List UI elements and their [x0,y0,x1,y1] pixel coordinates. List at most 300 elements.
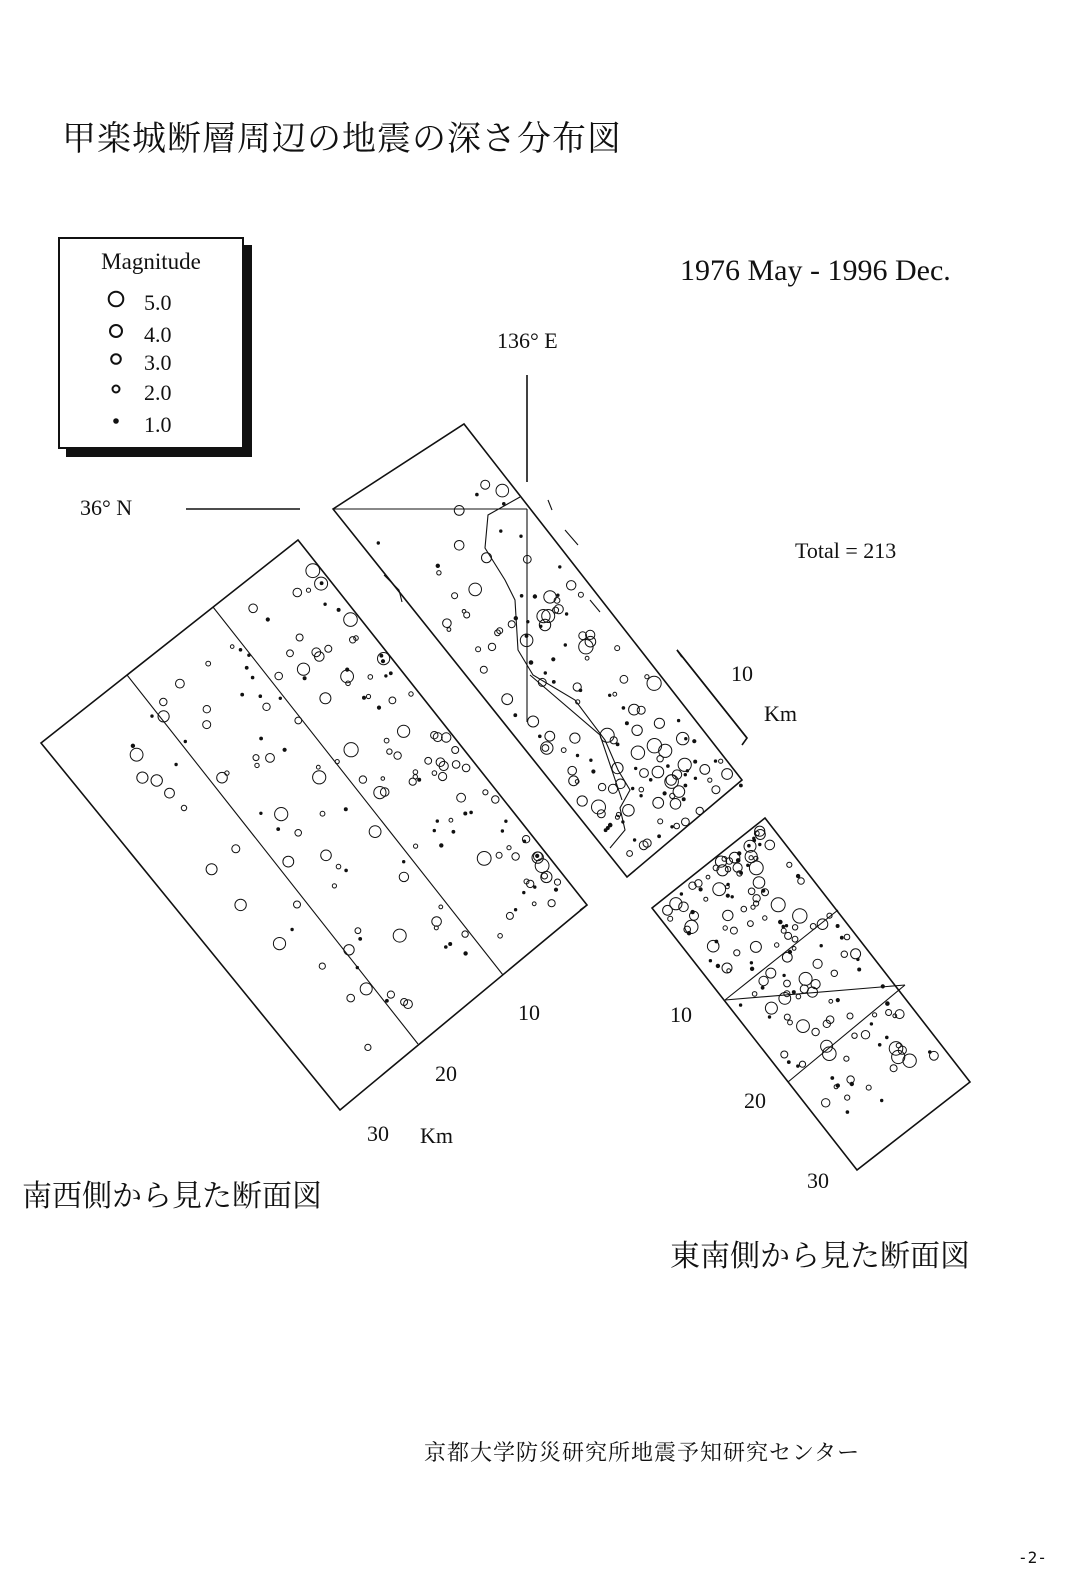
hypocenter-dot [306,588,310,592]
hypocenter-dot [389,697,396,704]
hypocenter-dot [765,1002,777,1014]
southeast-section-panel [652,818,970,1170]
hypocenter-dot [296,634,303,641]
hypocenter-dot [508,621,515,628]
hypocenter-dot [481,480,490,489]
southeast-depth-label-20: 20 [744,1088,766,1113]
hypocenter-dot [870,1023,872,1025]
hypocenter-dot [403,861,405,863]
hypocenter-dot [496,484,509,497]
dot-icon [102,409,132,437]
hypocenter-dot [792,991,795,994]
hypocenter-dot [470,811,473,814]
hypocenter-dot [151,715,153,717]
hypocenter-dot [529,661,533,665]
hypocenter-dot [623,805,635,817]
hypocenter-dot [206,864,217,875]
hypocenter-dot [413,770,418,775]
hypocenter-dot [749,856,753,860]
hypocenter-dot [203,706,210,713]
hypocenter-dot [344,743,358,757]
hypocenter-dot [235,899,246,910]
hypocenter-dot [464,612,470,618]
southwest-section-caption: 南西側から見た断面図 [22,1179,322,1214]
hypocenter-dot [457,793,466,802]
hypocenter-dot [462,931,468,937]
hypocenter-dot [380,654,383,657]
hypocenter-dot [892,1050,905,1063]
hypocenter-dot [600,728,614,742]
hypocenter-dot [761,986,764,989]
hypocenter-dot [514,909,516,911]
hypocenter-dot [565,613,567,615]
hypocenter-dot [881,985,884,988]
hypocenter-dot [613,692,617,696]
hypocenter-dot [798,878,805,885]
hypocenter-dot [785,932,792,939]
hypocenter-dot [266,618,269,621]
hypocenter-dot [452,830,455,833]
hypocenter-dot [632,725,642,735]
hypocenter-dot [442,733,451,742]
hypocenter-dot [752,992,757,997]
hypocenter-dot [796,874,799,877]
hypocenter-dot [691,910,694,913]
hypocenter-dot [771,898,785,912]
hypocenter-dot [480,666,487,673]
hypocenter-dot [293,588,302,597]
hypocenter-dot [734,950,740,956]
hypocenter-dot [239,649,242,652]
hypocenter-dot [533,595,536,598]
hypocenter-dot [454,541,464,551]
hypocenter-dot [525,635,528,638]
hypocenter-dot [592,770,595,773]
hypocenter-dot [844,1056,849,1061]
hypocenter-dot [449,818,453,822]
hypocenter-dot [829,999,833,1003]
hypocenter-dot [748,921,754,927]
hypocenter-dot [647,676,661,690]
hypocenter-dot [452,747,459,754]
hypocenter-dot [787,862,792,867]
hypocenter-dot [452,593,458,599]
hypocenter-dot [279,697,281,699]
hypocenter-dot [799,972,812,985]
hypocenter-dot [753,877,765,889]
hypocenter-dot [708,778,712,782]
southeast-section-outline [652,818,970,1170]
hypocenter-dot [374,787,386,799]
hypocenter-dot [841,951,847,957]
hypocenter-dot [454,506,464,516]
hypocenter-dot [685,738,687,740]
hypocenter-dot [781,1051,788,1058]
hypocenter-dot [615,646,620,651]
hypocenter-dot [557,594,559,596]
hypocenter-dot [545,731,555,741]
hypocenter-dot [751,905,755,909]
hypocenter-dot [823,1047,837,1061]
hypocenter-dot [569,776,579,786]
hypocenter-dot [356,966,358,968]
circle-icon [102,347,132,375]
hypocenter-dot [658,819,663,824]
hypocenter-dot [283,856,294,867]
hypocenter-dot [568,766,577,775]
hypocenter-dot [175,763,177,765]
longitude-label: 136° E [497,328,558,353]
hypocenter-dot [316,765,320,769]
hypocenter-dot [873,1013,877,1017]
hypocenter-dot [347,994,355,1002]
hypocenter-dot [151,775,162,786]
hypocenter-dot [896,1043,901,1048]
hypocenter-dot [433,829,435,831]
hypocenter-dot [384,738,389,743]
hypocenter-dot [436,564,439,567]
southeast-section-caption: 東南側から見た断面図 [670,1239,970,1274]
hypocenter-dot [335,760,339,764]
hypocenter-dot [273,938,285,950]
hypocenter-dot [332,884,336,888]
hypocenter-dot [779,993,791,1005]
hypocenter-dot [836,925,839,928]
hypocenter-dot [345,869,348,872]
hypocenter-dot [387,991,394,998]
hypocenter-dot [578,592,583,597]
hypocenter-dot [360,983,372,995]
hypocenter-dot [492,796,499,803]
hypocenter-dot [784,980,791,987]
legend-item-label: 4.0 [144,322,172,347]
hypocenter-dot [445,946,448,949]
hypocenter-dot [631,746,644,759]
hypocenter-dot [792,925,797,930]
hypocenter-dot [723,910,733,920]
hypocenter-dot [800,985,808,993]
hypocenter-dot [598,783,605,790]
southwest-depth-line-20 [213,607,503,975]
hypocenter-dot [253,755,259,761]
hypocenter-dot [452,761,460,769]
hypocenter-dot [781,928,786,933]
hypocenter-dot [439,772,447,780]
hypocenter-dot [788,1020,793,1025]
hypocenter-dot [277,828,280,831]
hypocenter-dot [687,932,690,935]
hypocenter-dot [275,672,283,680]
hypocenter-dot [436,820,438,822]
hypocenter-dot [399,872,408,881]
hypocenter-dot [759,976,768,985]
hypocenter-dot [404,1000,413,1009]
legend-item [102,287,232,315]
hypocenter-dot [137,772,148,783]
hypocenter-dot [432,917,442,927]
hypocenter-dot [570,733,580,743]
hypocenter-dot [283,748,286,751]
hypocenter-dot [785,925,787,927]
legend-item [102,319,232,347]
hypocenter-dot [810,924,816,930]
hypocenter-dot [482,553,492,563]
hypocenter-dot [251,676,254,679]
legend-item-label: 5.0 [144,290,172,315]
hypocenter-dot [241,693,244,696]
hypocenter-dot [576,754,578,756]
hypocenter-dot [657,756,663,762]
hypocenter-dot [344,613,358,627]
latitude-label: 36° N [80,495,133,520]
hypocenter-dot [775,943,779,947]
hypocenter-dot [275,808,288,821]
hypocenter-dot [726,894,729,897]
hypocenter-dot [677,719,679,721]
hypocenter-dot [363,696,366,699]
hypocenter-dot [539,735,542,738]
hypocenter-dot [248,654,250,656]
hypocenter-dot [714,760,716,762]
hypocenter-dot [680,893,682,895]
hypocenter-dot [741,906,747,912]
southwest-hypocenters [130,564,560,1051]
map-view-panel [186,375,742,877]
hypocenter-dot [684,784,687,787]
hypocenter-dot [694,777,696,779]
hypocenter-dot [858,968,861,971]
hypocenter-dot [652,766,664,778]
hypocenter-dot [476,493,479,496]
hypocenter-dot [503,503,506,506]
hypocenter-dot [616,743,619,746]
hypocenter-dot [520,535,522,537]
hypocenter-dot [796,994,801,999]
hypocenter-dot [678,758,691,771]
hypocenter-dot [559,566,561,568]
hypocenter-dot [753,839,756,842]
circle-icon [102,377,132,405]
hypocenter-dot [520,595,523,598]
hypocenter-dot [564,644,566,646]
hypocenter-dot [645,675,649,679]
hypocenter-dot [544,672,546,674]
hypocenter-dot [668,916,673,921]
hypocenter-dot [320,811,325,816]
hypocenter-dot [232,845,240,853]
hypocenter-dot [369,826,381,838]
southwest-depth-label-30: 30 [367,1121,389,1146]
hypocenter-dot [561,748,566,753]
hypocenter-dot [670,793,675,798]
hypocenter-dot [817,919,828,930]
hypocenter-dot [437,571,441,575]
southwest-edge-tick [580,905,587,910]
hypocenter-dot [498,934,503,939]
hypocenter-dot [667,765,670,768]
hypocenter-dot [554,888,557,891]
hypocenter-dot [797,1065,799,1067]
southeast-hypocenters [663,826,939,1113]
hypocenter-dot [797,1020,810,1033]
hypocenter-dot [548,900,555,907]
hypocenter-dot [625,722,628,725]
hypocenter-dot [483,790,488,795]
hypocenter-dot [748,888,755,895]
hypocenter-dot [130,748,143,761]
hypocenter-dot [840,936,843,939]
hypocenter-dot [608,823,612,827]
hypocenter-dot [632,787,634,789]
hypocenter-dot [730,927,737,934]
hypocenter-dot [763,916,767,920]
hypocenter-dot [425,757,432,764]
hypocenter-dot [255,763,259,767]
legend-item-label: 3.0 [144,350,172,375]
hypocenter-dot [929,1051,932,1054]
hypocenter-dot [542,745,549,752]
hypocenter-dot [567,581,576,590]
hypocenter-dot [748,844,751,847]
hypocenter-dot [740,784,743,787]
hypocenter-dot [731,896,733,898]
hypocenter-dot [184,740,186,742]
southwest-depth-unit: Km [420,1123,453,1148]
hypocenter-dot [707,940,719,952]
hypocenter-dot [682,818,690,826]
hypocenter-dot [629,704,640,715]
hypocenter-dot [627,851,633,857]
hypocenter-dot [319,963,325,969]
hypocenter-dot [694,760,697,763]
hypocenter-dot [719,759,723,763]
hypocenter-dot [306,564,320,578]
hypocenter-dot [658,835,661,838]
hypocenter-dot [759,843,761,845]
hypocenter-dot [523,891,525,893]
hypocenter-dot [750,962,752,964]
hypocenter-dot [762,889,765,892]
hypocenter-dot [609,694,611,696]
hypocenter-dot [359,776,366,783]
hypocenter-dot [750,941,761,952]
hypocenter-dot [782,925,785,928]
southwest-depth-label-10: 10 [518,1000,540,1025]
coastline [485,497,630,848]
hypocenter-dot [793,909,807,923]
hypocenter-dot [337,608,340,611]
scale-bar-value: 10 [731,661,753,686]
hypocenter-dot [344,808,347,811]
hypocenter-dot [783,974,785,976]
hypocenter-dot [507,846,511,850]
hypocenter-dot [409,692,413,696]
hypocenter-dot [704,897,708,901]
hypocenter-dot [845,1095,850,1100]
southwest-section-outline [41,540,587,1110]
southeast-depth-label-30: 30 [807,1168,829,1193]
institution-footer: 京都大学防災研究所地震予知研究センター [424,1441,861,1466]
hypocenter-dot [585,656,589,660]
hypocenter-dot [722,769,733,780]
hypocenter-dot [505,820,507,822]
hypocenter-dot [344,945,354,955]
hypocenter-dot [787,1061,790,1064]
hypocenter-dot [287,650,294,657]
total-count-label: Total = 213 [795,538,897,563]
hypocenter-dot [723,926,727,930]
hypocenter-dot [206,661,211,666]
hypocenter-dot [249,604,258,613]
hypocenter-dot [620,675,628,683]
hypocenter-dot [552,658,555,661]
legend-title: Magnitude [101,249,201,274]
hypocenter-dot [387,749,392,754]
hypocenter-dot [263,703,270,710]
hypocenter-dot [633,839,635,841]
hypocenter-dot [713,883,726,896]
hypocenter-dot [654,718,664,728]
hypocenter-dot [699,888,702,891]
hypocenter-dot [512,853,519,860]
hypocenter-dot [851,949,861,959]
hypocenter-dot [622,707,625,710]
hypocenter-dot [394,752,401,759]
hypocenter-dot [266,754,275,763]
hypocenter-dot [366,694,370,698]
hypocenter-dot [385,675,387,677]
hypocenter-dot [488,643,495,650]
hypocenter-dot [663,792,666,795]
hypocenter-dot [469,583,482,596]
hypocenter-dot [846,1111,849,1114]
hypocenter-dot [592,800,606,814]
hypocenter-dot [747,864,749,866]
hypocenter-dot [500,530,502,532]
hypocenter-dot [321,850,332,861]
hypocenter-dot [788,950,791,953]
southwest-depth-label-20: 20 [435,1061,457,1086]
hypocenter-dot [389,672,392,675]
hypocenter-dot [861,1031,869,1039]
circle-icon [102,287,132,315]
hypocenter-dot [506,912,513,919]
hypocenter-dot [295,717,302,724]
fault-trace-north [384,575,402,602]
southeast-depth-line-20 [788,985,905,1082]
hypocenter-dot [639,787,644,792]
hypocenter-dot [245,666,248,669]
hypocenter-dot [398,725,410,737]
hypocenter-dot [799,1061,805,1067]
hypocenter-dot [230,645,234,649]
hypocenter-dot [464,952,467,955]
hypocenter-dot [217,772,228,783]
magnitude-legend [58,237,244,449]
hypocenter-dot [813,959,822,968]
hypocenter-dot [295,830,302,837]
hypocenter-dot [640,795,642,797]
hypocenter-dot [393,929,406,942]
hypocenter-dot [768,1016,770,1018]
hypocenter-dot [831,1077,834,1080]
hypocenter-dot [822,1099,830,1107]
scale-bar-unit: Km [764,701,797,726]
hypocenter-dot [649,779,652,782]
hypocenter-dot [740,872,743,875]
hypocenter-dot [291,928,293,930]
hypocenter-dot [844,934,850,940]
